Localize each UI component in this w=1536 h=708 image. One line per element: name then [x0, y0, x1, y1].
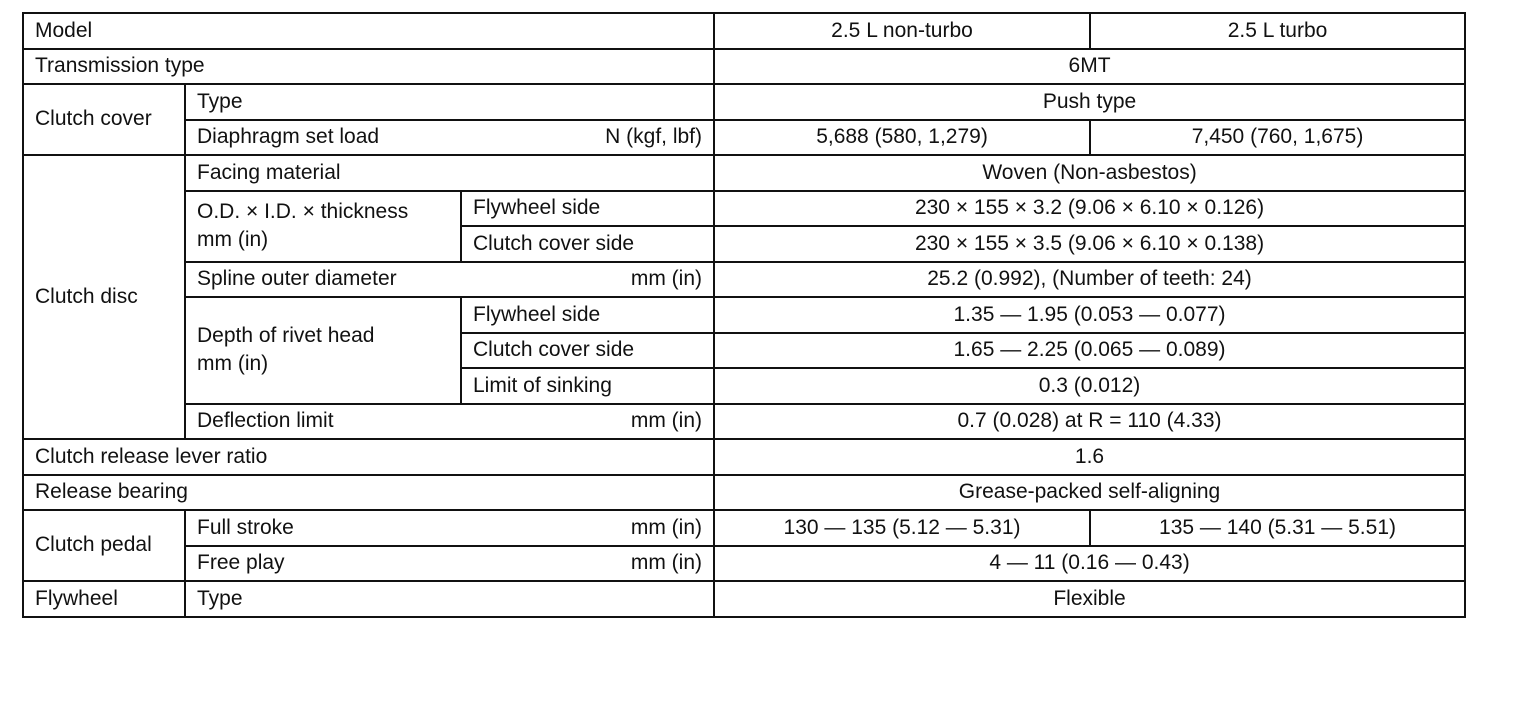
full-stroke-label	[185, 510, 714, 546]
free-play-label	[185, 546, 714, 582]
deflection-limit-value: 0.7 (0.028) at R = 110 (4.33)	[714, 404, 1465, 440]
clutch-cover-type-value: Push type	[714, 84, 1465, 120]
table-row	[23, 546, 1465, 582]
free-play-value: 4 — 11 (0.16 — 0.43)	[714, 546, 1465, 582]
rivet-head-depth-label	[185, 297, 461, 404]
clutch-spec-table	[22, 12, 1466, 618]
diaphragm-set-load-label	[185, 120, 714, 156]
table-row	[23, 297, 1465, 333]
rivet-flywheel-side-value: 1.35 — 1.95 (0.053 — 0.077)	[714, 297, 1465, 333]
non-turbo-header: 2.5 L non-turbo	[714, 13, 1090, 49]
od-clutch-cover-side-label: Clutch cover side	[461, 226, 714, 262]
clutch-disc-label: Clutch disc	[23, 155, 185, 439]
full-stroke-turbo-value: 135 — 140 (5.31 — 5.51)	[1090, 510, 1465, 546]
spline-label-text: Spline outer diameter	[197, 267, 397, 291]
facing-material-value: Woven (Non-asbestos)	[714, 155, 1465, 191]
od-clutch-cover-side-value: 230 × 155 × 3.5 (9.06 × 6.10 × 0.138)	[714, 226, 1465, 262]
table-row	[23, 84, 1465, 120]
release-lever-ratio-label: Clutch release lever ratio	[23, 439, 714, 475]
release-lever-ratio-value: 1.6	[714, 439, 1465, 475]
table-row	[23, 475, 1465, 511]
table-row	[23, 49, 1465, 85]
clutch-cover-label: Clutch cover	[23, 84, 185, 155]
full-stroke-unit-text: mm (in)	[630, 515, 703, 539]
table-row	[23, 404, 1465, 440]
full-stroke-non-turbo-value: 130 — 135 (5.12 — 5.31)	[714, 510, 1090, 546]
table-row	[23, 581, 1465, 617]
rivet-label-line-2: mm (in)	[197, 352, 269, 376]
model-header: Model	[23, 13, 714, 49]
spline-outer-diameter-value: 25.2 (0.992), (Number of teeth: 24)	[714, 262, 1465, 298]
deflection-unit-text: mm (in)	[630, 409, 703, 433]
limit-of-sinking-label: Limit of sinking	[461, 368, 714, 404]
table-row	[23, 13, 1465, 49]
od-label-line-2: mm (in)	[197, 228, 269, 251]
turbo-header: 2.5 L turbo	[1090, 13, 1465, 49]
clutch-cover-type-label: Type	[185, 84, 714, 120]
release-bearing-label: Release bearing	[23, 475, 714, 511]
rivet-clutch-cover-side-label: Clutch cover side	[461, 333, 714, 369]
spline-unit-text: mm (in)	[630, 267, 703, 291]
full-stroke-label-text: Full stroke	[197, 515, 294, 539]
free-play-unit-text: mm (in)	[630, 551, 703, 575]
flywheel-label: Flywheel	[23, 581, 185, 617]
od-id-thickness-label	[185, 191, 461, 262]
table-row	[23, 439, 1465, 475]
free-play-label-text: Free play	[197, 551, 285, 575]
diaphragm-turbo-value: 7,450 (760, 1,675)	[1090, 120, 1465, 156]
diaphragm-unit-text: N (kgf, lbf)	[605, 125, 703, 149]
table-row	[23, 262, 1465, 298]
spline-outer-diameter-label	[185, 262, 714, 298]
table-row	[23, 510, 1465, 546]
od-label-line-1: O.D. × I.D. × thickness	[197, 199, 409, 223]
rivet-label-line-1: Depth of rivet head	[197, 323, 375, 347]
flywheel-type-value: Flexible	[714, 581, 1465, 617]
deflection-limit-label	[185, 404, 714, 440]
rivet-flywheel-side-label: Flywheel side	[461, 297, 714, 333]
transmission-type-value: 6MT	[714, 49, 1465, 85]
rivet-clutch-cover-side-value: 1.65 — 2.25 (0.065 — 0.089)	[714, 333, 1465, 369]
diaphragm-label-text: Diaphragm set load	[197, 125, 380, 149]
table-row	[23, 120, 1465, 156]
facing-material-label: Facing material	[185, 155, 714, 191]
table-row	[23, 155, 1465, 191]
limit-of-sinking-value: 0.3 (0.012)	[714, 368, 1465, 404]
diaphragm-non-turbo-value: 5,688 (580, 1,279)	[714, 120, 1090, 156]
release-bearing-value: Grease-packed self-aligning	[714, 475, 1465, 511]
od-flywheel-side-label: Flywheel side	[461, 191, 714, 227]
od-flywheel-side-value: 230 × 155 × 3.2 (9.06 × 6.10 × 0.126)	[714, 191, 1465, 227]
table-row	[23, 191, 1465, 227]
transmission-type-label: Transmission type	[23, 49, 714, 85]
clutch-pedal-label: Clutch pedal	[23, 510, 185, 581]
flywheel-type-label: Type	[185, 581, 714, 617]
deflection-label-text: Deflection limit	[197, 409, 334, 433]
